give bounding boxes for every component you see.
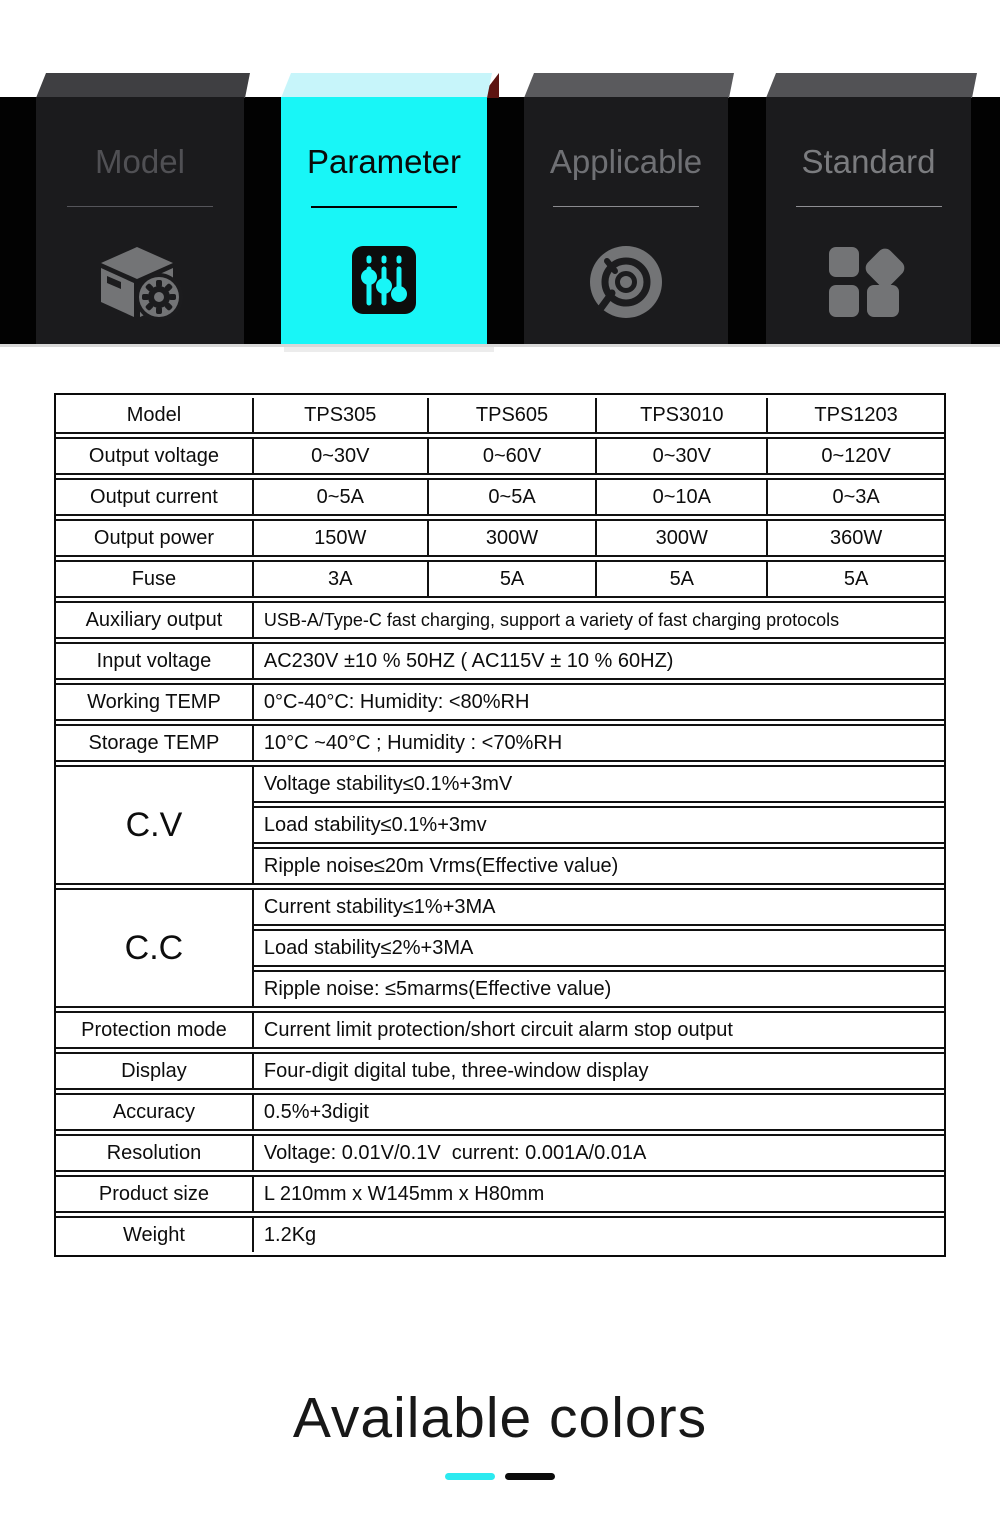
color-swatches <box>0 1473 1000 1480</box>
spec-value: 1.2Kg <box>254 1216 944 1252</box>
tab-parameter-label: Parameter <box>306 143 462 180</box>
tab-applicable[interactable] <box>524 97 728 344</box>
banner-shadow <box>0 344 1000 347</box>
spec-value: 150W <box>254 519 429 557</box>
tab-standard-flap <box>766 73 977 98</box>
header-tps605: TPS605 <box>429 398 598 434</box>
spec-label: Auxiliary output <box>56 601 254 639</box>
tab-underline <box>67 206 213 207</box>
table-row <box>56 1134 944 1172</box>
spec-label: Resolution <box>56 1134 254 1172</box>
header-tps1203: TPS1203 <box>768 398 944 434</box>
tab-parameter[interactable] <box>281 97 487 344</box>
spec-value: 5A <box>429 560 598 598</box>
spec-value: Four-digit digital tube, three-window display <box>254 1052 944 1090</box>
table-header-row <box>56 398 944 434</box>
spec-value: Load stability≤2%+3MA <box>254 929 944 967</box>
package-gear-icon <box>97 245 183 324</box>
spec-group-label-cc: C.C <box>56 888 254 1008</box>
spec-label: Input voltage <box>56 642 254 680</box>
spec-label: Storage TEMP <box>56 724 254 762</box>
spec-label: Accuracy <box>56 1093 254 1131</box>
table-row <box>56 519 944 557</box>
table-row <box>56 1052 944 1090</box>
table-row <box>56 765 944 803</box>
header-tps305: TPS305 <box>254 398 429 434</box>
table-row <box>56 724 944 762</box>
header-tps3010: TPS3010 <box>597 398 768 434</box>
header-model: Model <box>56 398 254 434</box>
tab-model[interactable] <box>36 97 244 344</box>
spec-label: Output voltage <box>56 437 254 475</box>
color-swatch-cyan[interactable] <box>445 1473 495 1480</box>
color-swatch-black[interactable] <box>505 1473 555 1480</box>
tab-standard-label: Standard <box>801 143 936 180</box>
spec-value: Current limit protection/short circuit alarm stop output <box>254 1011 944 1049</box>
spec-value: 3A <box>254 560 429 598</box>
spec-value: 0~10A <box>597 478 768 516</box>
spec-value: AC230V ±10 % 50HZ ( AC115V ± 10 % 60HZ) <box>254 642 944 680</box>
table-row <box>56 683 944 721</box>
spec-value: Ripple noise≤20m Vrms(Effective value) <box>254 847 944 885</box>
spec-value: 5A <box>597 560 768 598</box>
spec-value: 0~5A <box>254 478 429 516</box>
spec-value: Load stability≤0.1%+3mv <box>254 806 944 844</box>
spec-group-label-cv: C.V <box>56 765 254 885</box>
tab-model-flap <box>36 73 250 98</box>
table-row <box>56 888 944 926</box>
table-row <box>56 1011 944 1049</box>
spec-value: 0~30V <box>254 437 429 475</box>
spec-value: 0°C-40°C: Humidity: <80%RH <box>254 683 944 721</box>
spec-value: 300W <box>597 519 768 557</box>
tab-parameter-flap <box>281 73 492 98</box>
spec-value: 0.5%+3digit <box>254 1093 944 1131</box>
table-row <box>56 1216 944 1252</box>
sliders-icon <box>352 246 416 319</box>
table-row <box>56 560 944 598</box>
tab-applicable-label: Applicable <box>549 143 703 180</box>
spec-value: USB-A/Type-C fast charging, support a variety of fast charging protocols <box>254 601 944 639</box>
spec-label: Working TEMP <box>56 683 254 721</box>
tab-underline <box>553 206 699 207</box>
spec-label: Fuse <box>56 560 254 598</box>
table-row <box>56 601 944 639</box>
spec-value: 300W <box>429 519 598 557</box>
spec-value: 5A <box>768 560 944 598</box>
tab-underline <box>796 206 942 207</box>
table-row <box>56 1093 944 1131</box>
tab-underline <box>311 206 457 208</box>
spec-label: Product size <box>56 1175 254 1213</box>
available-colors-title: Available colors <box>292 1386 708 1450</box>
spec-label: Output current <box>56 478 254 516</box>
spec-value: Voltage: 0.01V/0.1V current: 0.001A/0.01A <box>254 1134 944 1172</box>
spec-value: L 210mm x W145mm x H80mm <box>254 1175 944 1213</box>
table-row <box>56 478 944 516</box>
spec-table <box>54 393 946 1257</box>
spec-value: Voltage stability≤0.1%+3mV <box>254 765 944 803</box>
spec-value: 10°C ~40°C ; Humidity : <70%RH <box>254 724 944 762</box>
spec-label: Output power <box>56 519 254 557</box>
active-tab-shadow <box>284 347 494 352</box>
spec-value: 0~30V <box>597 437 768 475</box>
spec-value: 360W <box>768 519 944 557</box>
spec-label: Weight <box>56 1216 254 1252</box>
available-colors-section <box>0 1385 1000 1480</box>
table-row <box>56 642 944 680</box>
shapes-grid-icon <box>829 245 909 326</box>
tab-model-label: Model <box>95 143 185 180</box>
tab-standard[interactable] <box>766 97 971 344</box>
spec-value: 0~120V <box>768 437 944 475</box>
spec-value: 0~3A <box>768 478 944 516</box>
spec-value: Current stability≤1%+3MA <box>254 888 944 926</box>
spec-label: Display <box>56 1052 254 1090</box>
spec-label: Protection mode <box>56 1011 254 1049</box>
chrome-icon <box>589 245 663 324</box>
spec-value: 0~60V <box>429 437 598 475</box>
spec-value: Ripple noise: ≤5marms(Effective value) <box>254 970 944 1008</box>
tabs-banner <box>0 0 1000 352</box>
table-row <box>56 437 944 475</box>
tab-applicable-flap <box>524 73 734 98</box>
table-row <box>56 1175 944 1213</box>
spec-value: 0~5A <box>429 478 598 516</box>
